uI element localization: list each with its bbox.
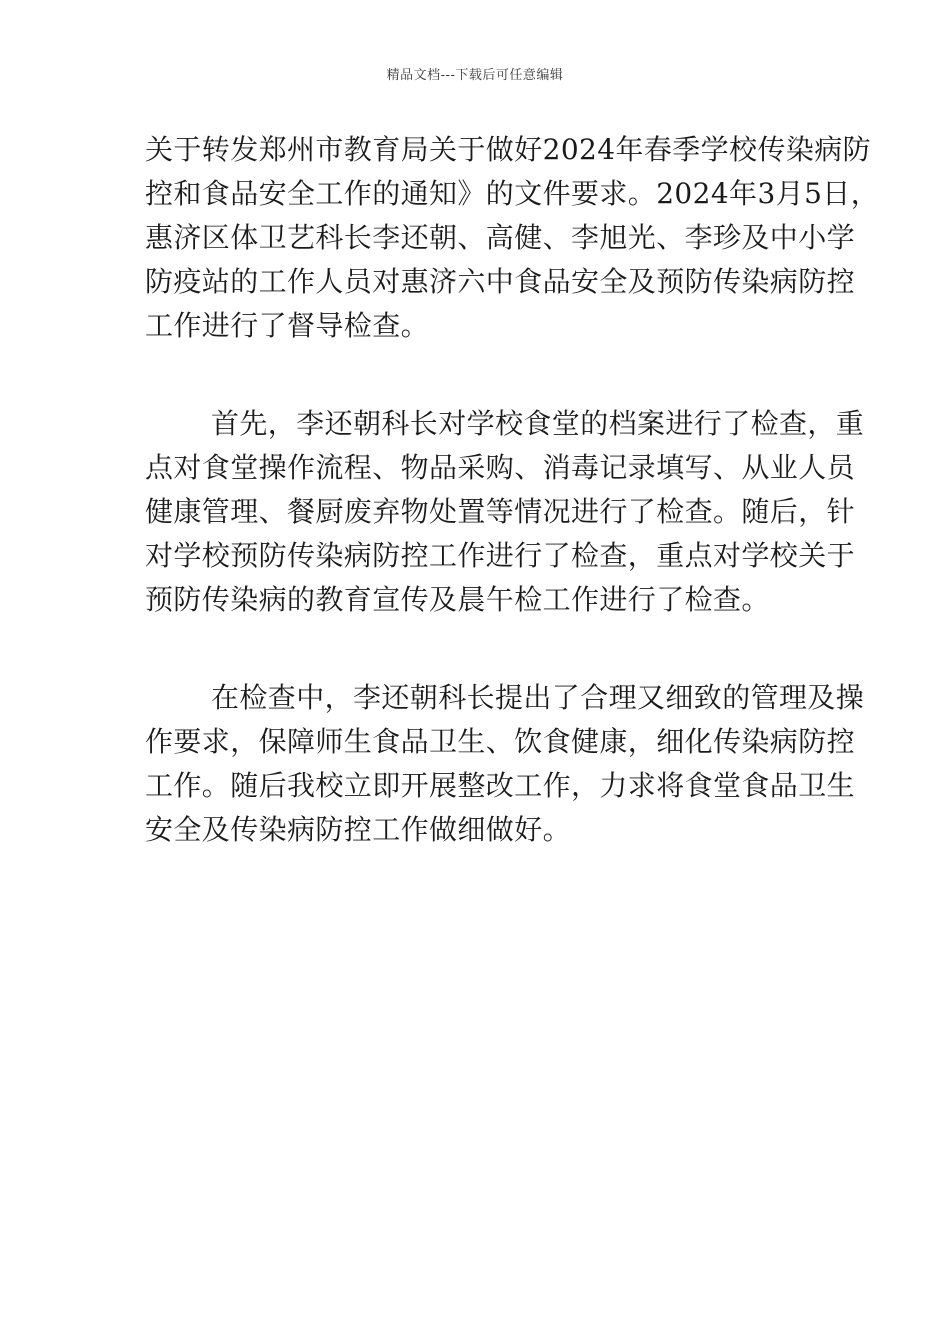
paragraph-2 <box>145 402 865 622</box>
paragraph-line: 防疫站的工作人员对惠济六中食品安全及预防传染病防控 <box>145 265 856 298</box>
paragraph-3 <box>145 676 865 852</box>
paragraph-line: 首先，李还朝科长对学校食堂的档案进行了检查，重 <box>211 407 865 440</box>
paragraph-line: 关于转发郑州市教育局关于做好2024年春季学校传染病防 <box>145 133 872 166</box>
paragraph-line: 工作进行了督导检查。 <box>145 309 430 342</box>
document-body <box>145 128 880 852</box>
paragraph-line: 健康管理、餐厨废弃物处置等情况进行了检查。随后，针 <box>145 495 856 528</box>
page-header: 精品文档---下载后可任意编辑 <box>386 68 564 83</box>
paragraph-line: 安全及传染病防控工作做细做好。 <box>145 813 572 846</box>
paragraph-line: 作要求，保障师生食品卫生、饮食健康，细化传染病防控 <box>145 725 856 758</box>
paragraph-line: 工作。随后我校立即开展整改工作，力求将食堂食品卫生 <box>145 769 856 802</box>
paragraph-line: 控和食品安全工作的通知》的文件要求。2024年3月5日， <box>145 177 880 210</box>
paragraph-line: 对学校预防传染病防控工作进行了检查，重点对学校关于 <box>145 539 856 572</box>
paragraph-1 <box>145 128 880 348</box>
paragraph-line: 在检查中，李还朝科长提出了合理又细致的管理及操 <box>211 681 865 714</box>
paragraph-line: 点对食堂操作流程、物品采购、消毒记录填写、从业人员 <box>145 451 856 484</box>
paragraph-line: 惠济区体卫艺科长李还朝、高健、李旭光、李珍及中小学 <box>145 221 856 254</box>
paragraph-line: 预防传染病的教育宣传及晨午检工作进行了检查。 <box>145 583 770 616</box>
